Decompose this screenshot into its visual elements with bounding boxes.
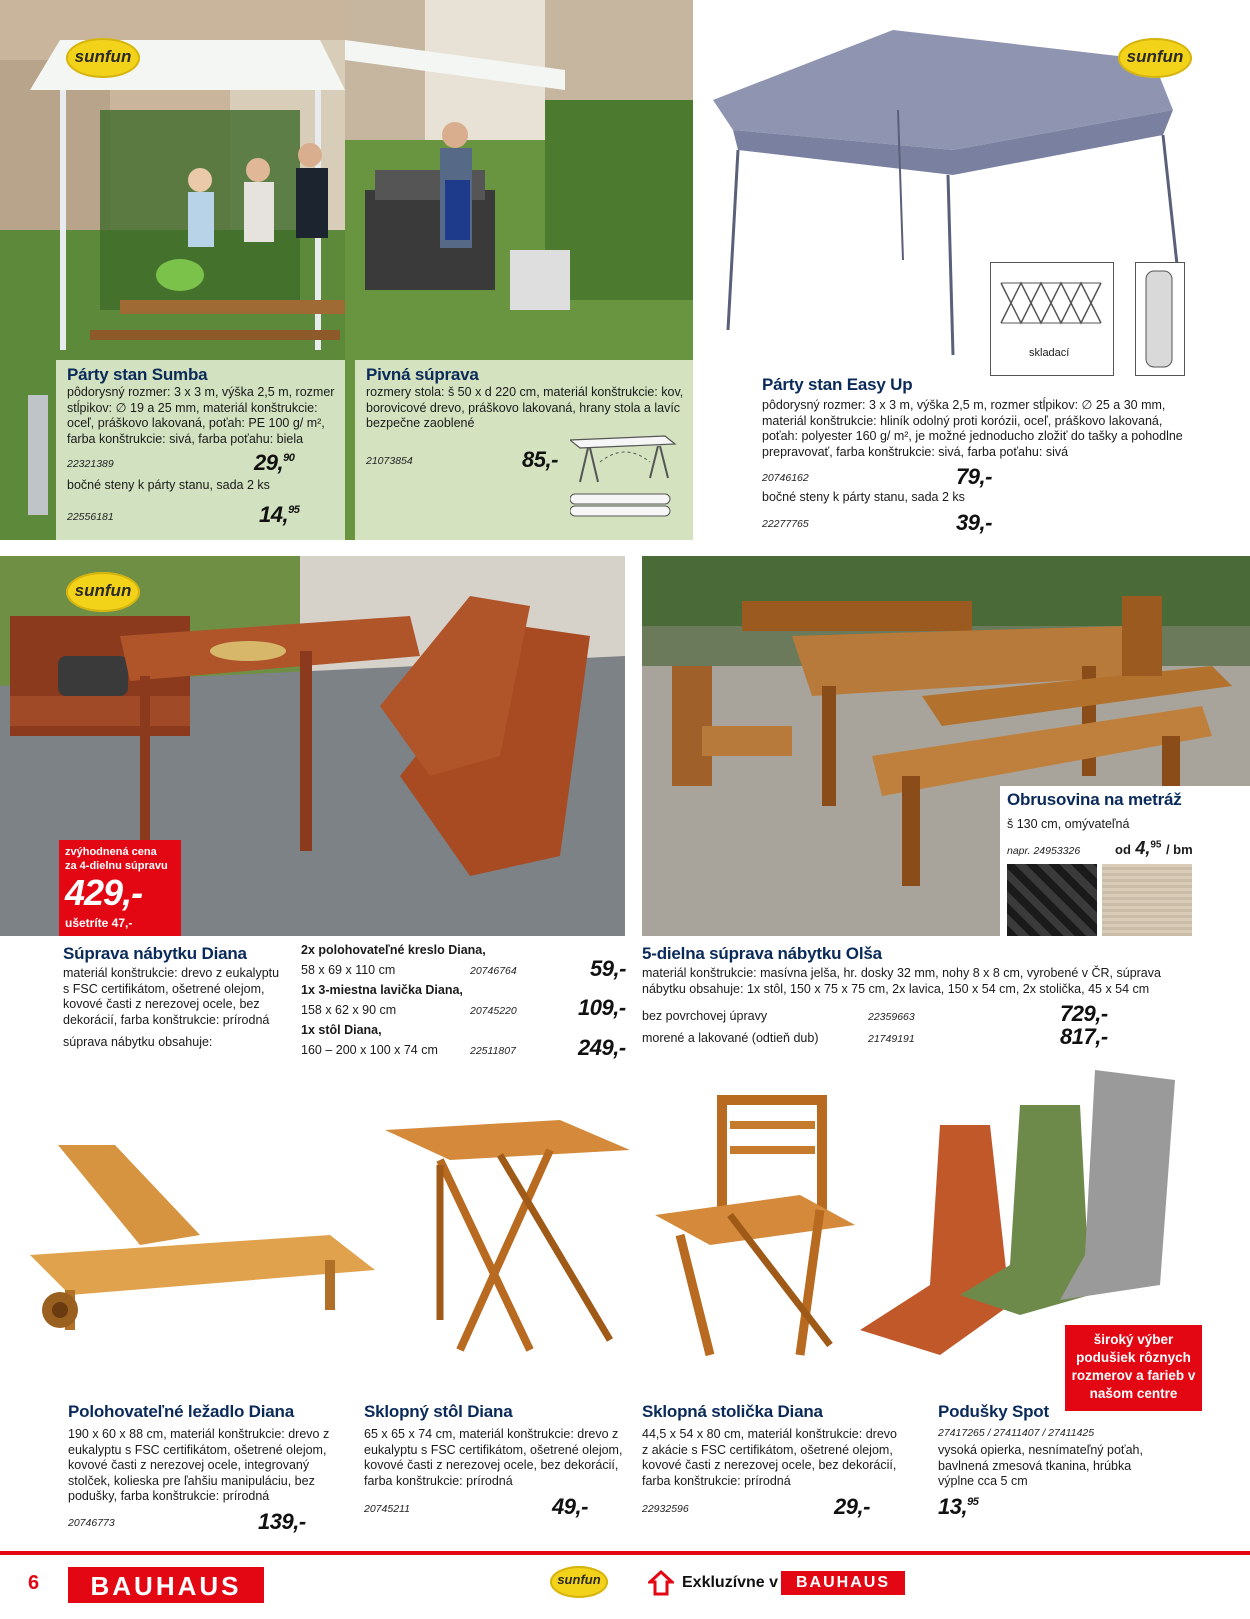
bauhaus-logo-text: BAUHAUS <box>90 1571 242 1601</box>
diana-item-3-code: 22511807 <box>470 1045 516 1057</box>
exclusive-bauhaus-text: BAUHAUS <box>796 1574 890 1591</box>
obrus-price: od 4,95 / bm <box>1115 838 1193 858</box>
olsa-row-1-label: bez povrchovej úpravy <box>642 1009 768 1023</box>
sumba-price: 29,90 <box>254 450 295 475</box>
diana-item-2-code: 20745220 <box>470 1005 517 1017</box>
lezadlo-title: Polohovateľné ležadlo Diana <box>68 1402 294 1421</box>
pivna-table-icon <box>570 432 680 532</box>
footer-rule <box>0 1551 1250 1555</box>
sumba-extra-code: 22556181 <box>67 511 114 523</box>
diana-item-3-name: 1x stôl Diana, <box>301 1023 382 1037</box>
olsa-row-2-code: 21749191 <box>868 1033 915 1045</box>
podusky-codes: 27417265 / 27411407 / 27411425 <box>938 1427 1095 1439</box>
stol-price: 49,- <box>552 1494 588 1519</box>
diana-badge-line1: zvýhodnená cena <box>65 846 157 858</box>
sumba-extra: bočné steny k párty stanu, sada 2 ks <box>67 478 270 492</box>
easyup-inset-label: skladací <box>1029 347 1070 359</box>
exclusive-label: Exkluzívne v <box>682 1574 779 1591</box>
podusky-price: 13,95 <box>938 1494 979 1519</box>
stol-code: 20745211 <box>364 1503 410 1515</box>
diana-set-title: Súprava nábytku Diana <box>63 944 247 963</box>
easyup-extra-price: 39,- <box>956 510 992 535</box>
diana-set-desc2: súprava nábytku obsahuje: <box>63 1035 213 1049</box>
lezadlo-desc: 190 x 60 x 88 cm, materiál konštrukcie: drevo z eukalyptu s FSC certifikátom, ošetrené olejom, kovové časti z nerezovej ocele, integrovaný stolček, kolieska pre ľahšiu manipuláciu, bez podušky, farba konštrukcie: prírodná <box>68 1427 330 1503</box>
diana-item-3-price: 249,- <box>578 1035 626 1060</box>
podusky-title: Podušky Spot <box>938 1402 1049 1421</box>
diana-item-3-dims: 160 – 200 x 100 x 74 cm <box>301 1043 438 1057</box>
obrus-code: napr. 24953326 <box>1007 845 1081 857</box>
lezadlo-image <box>30 1135 380 1335</box>
podusky-badge <box>1065 1325 1202 1411</box>
diana-set-desc: materiál konštrukcie: drevo z eukalyptu s FSC certifikátom, ošetrené olejom, kovové časti z nerezovej ocele, bez dekorácií, farba konštrukcie: prírodná <box>63 966 280 1027</box>
stol-desc: 65 x 65 x 74 cm, materiál konštrukcie: drevo z eukalyptu s FSC certifikátom, ošetrené olejom, kovové časti z nerezovej ocele, bez dekorácií, farba konštrukcie: prírodná <box>364 1427 623 1488</box>
pivna-price: 85,- <box>522 447 558 472</box>
pivna-desc: rozmery stola: š 50 x d 220 cm, materiál konštrukcie: kov, borovicové drevo, práškovo lakovaná, hrany stola a lavíc bezpečne zaoblené <box>366 385 684 430</box>
easyup-title: Párty stan Easy Up <box>762 375 913 394</box>
diana-item-1-name: 2x polohovateľné kreslo Diana, <box>301 943 486 957</box>
stol-title: Sklopný stôl Diana <box>364 1402 513 1421</box>
stolicka-price: 29,- <box>834 1494 870 1519</box>
diana-item-2-dims: 158 x 62 x 90 cm <box>301 1003 397 1017</box>
sunfun-logo: sunfun <box>66 38 140 78</box>
lezadlo-code: 20746773 <box>68 1517 115 1529</box>
diana-item-1-code: 20746764 <box>470 965 517 977</box>
diana-item-1-dims: 58 x 69 x 110 cm <box>301 963 396 977</box>
easyup-inset <box>990 262 1114 376</box>
olsa-desc: materiál konštrukcie: masívna jelša, hr. dosky 32 mm, nohy 8 x 8 cm, vyrobené v ČR, súprava nábytku obsahuje: 1x stôl, 150 x 75 x 75 cm, 2x lavica, 150 x 54 cm, 2x stolička, 45 x 54 cm <box>642 966 1161 996</box>
exclusive-icon <box>648 1570 674 1596</box>
sunfun-logo-3: sunfun <box>66 572 140 612</box>
diana-badge-price: 429,- <box>65 872 143 913</box>
sumba-title: Párty stan Sumba <box>67 365 208 384</box>
pivna-title: Pivná súprava <box>366 365 479 384</box>
easyup-extra: bočné steny k párty stanu, sada 2 ks <box>762 490 965 504</box>
pivna-code: 21073854 <box>366 455 413 467</box>
sunfun-logo-footer: sunfun <box>550 1566 608 1598</box>
stolicka-image <box>650 1095 880 1360</box>
podusky-image <box>860 1065 1230 1355</box>
stolicka-code: 22932596 <box>642 1503 689 1515</box>
diana-set-badge <box>59 840 181 936</box>
diana-item-2-name: 1x 3-miestna lavička Diana, <box>301 983 463 997</box>
stolicka-title: Sklopná stolička Diana <box>642 1402 823 1421</box>
olsa-row-1-code: 22359663 <box>868 1011 915 1023</box>
easyup-desc: pôdorysný rozmer: 3 x 3 m, výška 2,5 m, rozmer stĺpikov: ∅ 25 a 30 mm, materiál konštrukcie: hliník odolný proti korózii, oceľ, práškovo lakovaná, poťah: polyester 160 g/ m², je možné jednoducho zložiť do tašky a pohodlne prepravovať, farba konštrukcie: sivá, farba poťahu: sivá <box>762 398 1183 459</box>
lezadlo-price: 139,- <box>258 1509 306 1534</box>
podusky-desc: vysoká opierka, nesnímateľný poťah, bavlnená zmesová tkanina, hrúbka výplne cca 5 cm <box>938 1443 1143 1488</box>
stolicka-desc: 44,5 x 54 x 80 cm, materiál konštrukcie: drevo z akácie s FSC certifikátom, ošetrené olejom, kovové časti z nerezovej ocele, bez dekorácií, farba konštrukcie: prírodná <box>642 1427 897 1488</box>
olsa-title: 5-dielna súprava nábytku Olša <box>642 944 882 963</box>
exclusive-bauhaus-logo <box>781 1571 905 1595</box>
sumba-code: 22321389 <box>67 458 114 470</box>
obrus-swatch-dark <box>1007 864 1097 936</box>
olsa-row-2-price: 817,- <box>1060 1024 1108 1049</box>
sunfun-logo-2: sunfun <box>1118 38 1192 78</box>
sumba-desc: pôdorysný rozmer: 3 x 3 m, výška 2,5 m, rozmer stĺpikov: ∅ 19 a 25 mm, materiál konštrukcie: oceľ, práškovo lakovaná, poťah: PE 100 g/ m², farba konštrukcie: sivá, farba poťahu: biela <box>67 385 335 446</box>
obrus-swatch-beige <box>1102 864 1192 936</box>
sumba-extra-price: 14,95 <box>259 502 300 527</box>
page-number: 6 <box>28 1572 40 1594</box>
olsa-row-1-price: 729,- <box>1060 1001 1108 1026</box>
stol-image <box>380 1120 640 1360</box>
podusky-badge-text: široký výber podušiek rôznych rozmerov a farieb v našom centre <box>1071 1332 1196 1401</box>
easyup-extra-code: 22277765 <box>762 518 809 530</box>
obrus-desc: š 130 cm, omývateľná <box>1007 817 1130 831</box>
olsa-row-2-label: morené a lakované (odtieň dub) <box>642 1031 819 1045</box>
diana-badge-line2: za 4-dielnu súpravu <box>65 860 168 872</box>
easyup-code: 20746162 <box>762 472 809 484</box>
easyup-bag-inset <box>1135 262 1185 376</box>
obrus-title: Obrusovina na metráž <box>1007 790 1182 809</box>
easyup-price: 79,- <box>956 464 992 489</box>
diana-item-2-price: 109,- <box>578 995 626 1020</box>
diana-badge-save: ušetríte 47,- <box>65 916 133 930</box>
diana-item-1-price: 59,- <box>590 956 626 981</box>
bauhaus-logo <box>68 1567 264 1603</box>
